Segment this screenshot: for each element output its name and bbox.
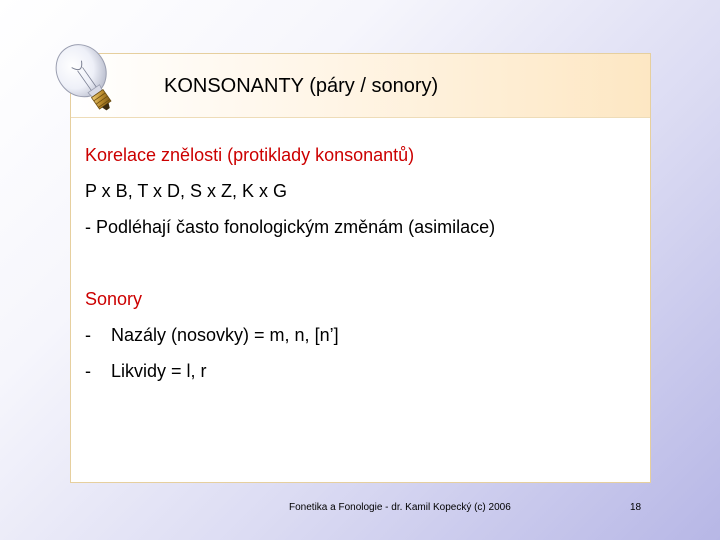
footer-text: Fonetika a Fonologie - dr. Kamil Kopecký (c) 2006 <box>289 502 511 513</box>
slide-title: KONSONANTY (páry / sonory) <box>164 75 439 97</box>
slide-frame <box>70 53 651 483</box>
title-band <box>71 54 650 118</box>
list-item-text: Nazály (nosovky) = m, n, [n’] <box>111 325 339 345</box>
heading-sonorants: Sonory <box>85 289 143 309</box>
list-item <box>85 325 339 346</box>
assimilation-note: - Podléhají často fonologickým změnám (asimilace) <box>85 217 496 237</box>
list-item <box>85 361 207 382</box>
list-item-text: Likvidy = l, r <box>111 361 207 381</box>
consonant-pairs: P x B, T x D, S x Z, K x G <box>85 181 288 201</box>
page-number: 18 <box>630 502 642 513</box>
light-bulb-icon <box>46 36 146 121</box>
list-dash: - <box>85 361 91 381</box>
list-dash: - <box>85 325 91 345</box>
heading-voicing-correlation: Korelace znělosti (protiklady konsonantů) <box>85 145 415 165</box>
